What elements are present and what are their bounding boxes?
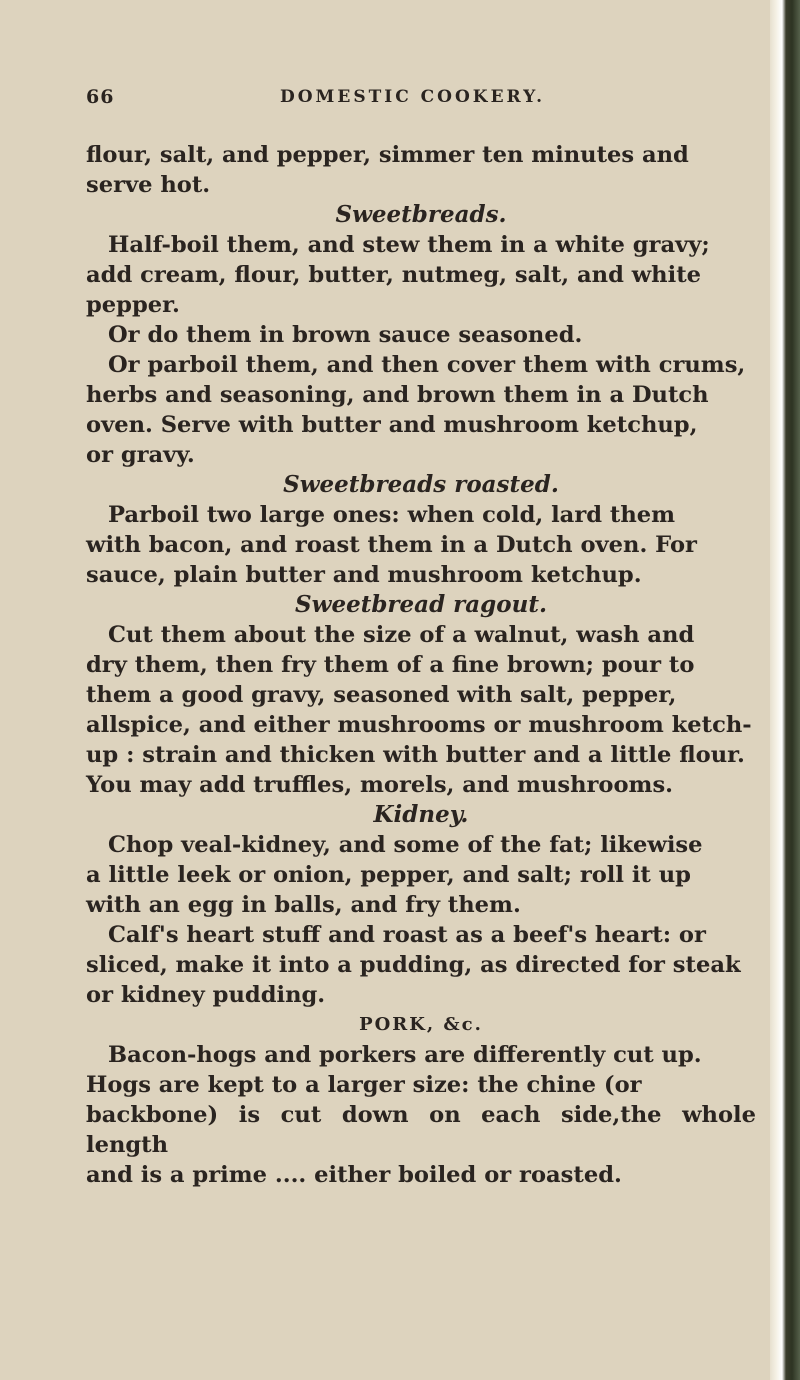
section-heading-pork: PORK, &c.	[359, 1014, 483, 1035]
section-heading-kidney: Kidney.	[373, 801, 469, 828]
paragraph: Bacon-hogs and porkers are differently cut up. Hogs are kept to a larger size: the chine (or backbone) is cut down on each side,the whole length and is a prime .... either boiled or roasted.	[86, 1042, 756, 1188]
paragraph: Cut them about the size of a walnut, wash and dry them, then fry them of a fine brown; pour to them a good gravy, seasoned with salt, pepper, allspice, and either mushrooms or mushroom ketch- up : strain and thicken with butter and a little flour. You may add truffles, morels, and mushrooms.	[86, 622, 752, 798]
paragraph: Chop veal-kidney, and some of the fat; likewise a little leek or onion, pepper, and salt; roll it up with an egg in balls, and fry them.	[86, 832, 703, 918]
paragraph: Or do them in brown sauce seasoned.	[108, 322, 583, 348]
paragraph: Half-boil them, and stew them in a white gravy; add cream, flour, butter, nutmeg, salt, and white pepper.	[86, 232, 710, 318]
section-heading-sweetbread-ragout: Sweetbread ragout.	[295, 591, 547, 618]
page-number: 66	[86, 86, 115, 108]
section-heading-sweetbreads: Sweetbreads.	[335, 201, 507, 228]
page-edge-shadow	[770, 0, 800, 1380]
paragraph-continued: flour, salt, and pepper, simmer ten minutes and serve hot.	[86, 142, 689, 198]
paragraph: Or parboil them, and then cover them with crums, herbs and seasoning, and brown them in a Dutch oven. Serve with butter and mushroom ketchup, or gravy.	[86, 352, 746, 468]
running-head: DOMESTIC COOKERY.	[280, 87, 546, 107]
section-heading-sweetbreads-roasted: Sweetbreads roasted.	[283, 471, 559, 498]
paragraph: Calf's heart stuff and roast as a beef's heart: or sliced, make it into a pudding, as directed for steak or kidney pudding.	[86, 922, 741, 1008]
paragraph: Parboil two large ones: when cold, lard them with bacon, and roast them in a Dutch oven. For sauce, plain butter and mushroom ketchup.	[86, 502, 697, 588]
page-body	[86, 140, 756, 1190]
page-header	[86, 86, 766, 116]
